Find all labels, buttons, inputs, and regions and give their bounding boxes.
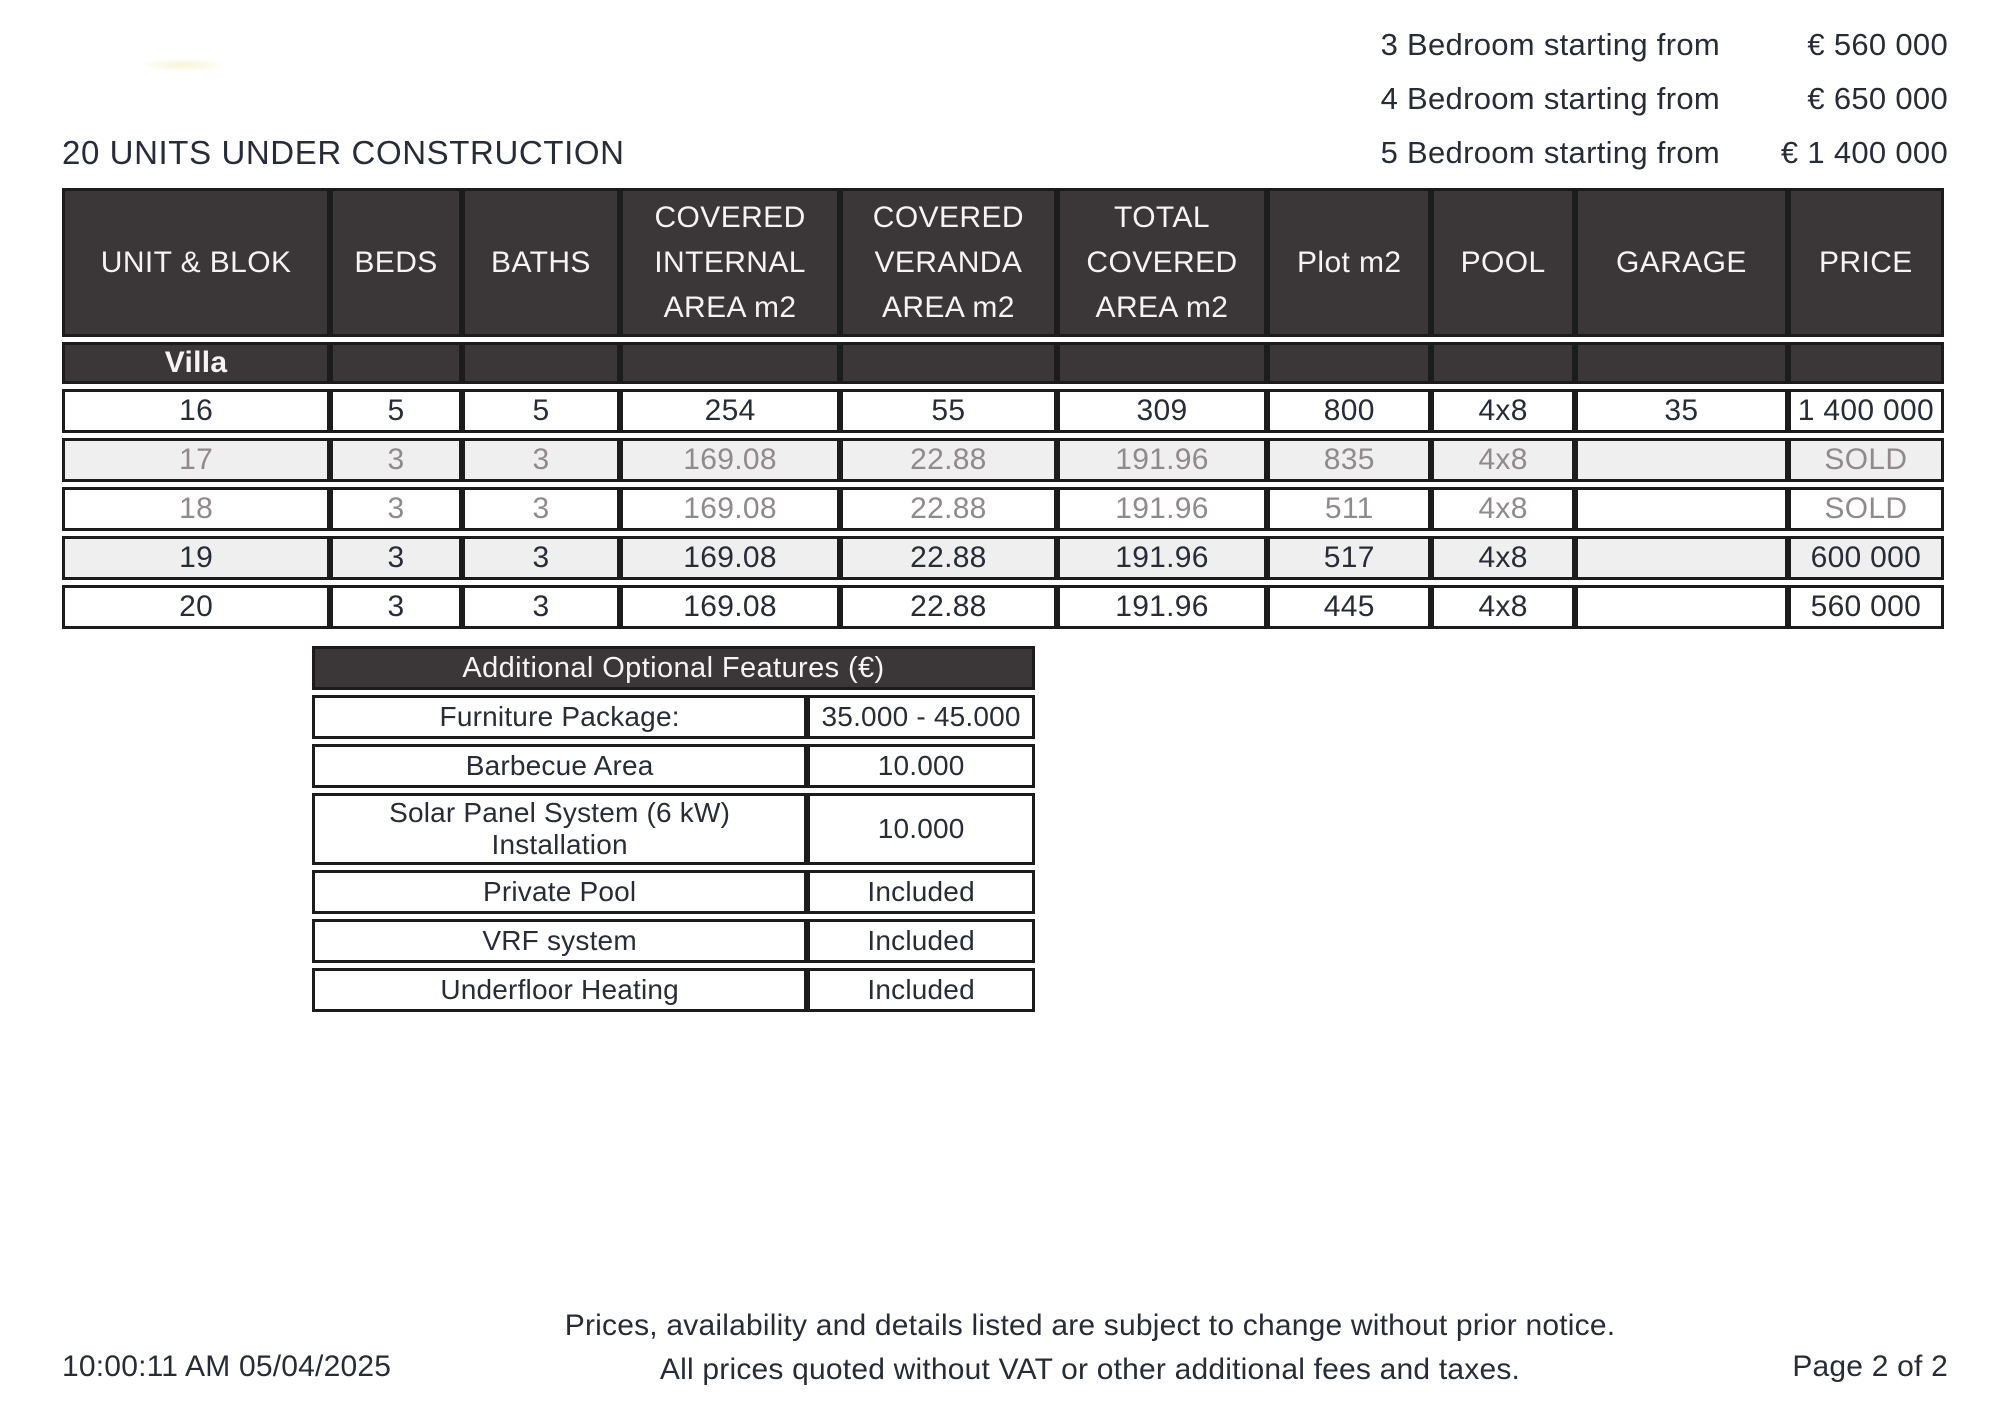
feature-value: 35.000 - 45.000 (807, 695, 1035, 739)
cell-plot: 517 (1267, 536, 1431, 580)
units-table (62, 183, 1944, 634)
cell-garage (1575, 438, 1788, 482)
cell-total-covered-area: 191.96 (1057, 585, 1268, 629)
cell-covered-internal-area: 169.08 (620, 487, 840, 531)
feature-value: 10.000 (807, 744, 1035, 788)
feature-label: Solar Panel System (6 kW) Installation (312, 793, 807, 865)
unit-row-16 (62, 389, 1944, 433)
feature-label: Underfloor Heating (312, 968, 807, 1012)
page-title: 20 UNITS UNDER CONSTRUCTION (62, 134, 625, 171)
section-cell-baths (462, 342, 620, 384)
cell-price: 560 000 (1788, 585, 1944, 629)
cell-covered-internal-area: 169.08 (620, 585, 840, 629)
cell-pool: 4x8 (1431, 487, 1575, 531)
cell-garage (1575, 585, 1788, 629)
col-header-unit-blok: UNIT & BLOK (62, 188, 330, 337)
cell-baths: 3 (462, 536, 620, 580)
features-header-row (312, 646, 1035, 690)
cell-pool: 4x8 (1431, 536, 1575, 580)
cell-beds: 3 (330, 536, 462, 580)
cell-baths: 3 (462, 438, 620, 482)
price-summary-value: € 560 000 (1807, 27, 1948, 62)
cell-garage: 35 (1575, 389, 1788, 433)
col-header-price: PRICE (1788, 188, 1944, 337)
cell-total-covered-area: 191.96 (1057, 536, 1268, 580)
cell-beds: 3 (330, 585, 462, 629)
unit-row-20 (62, 585, 1944, 629)
cell-total-covered-area: 309 (1057, 389, 1268, 433)
feature-row-4 (312, 919, 1035, 963)
feature-value: 10.000 (807, 793, 1035, 865)
cell-total-covered-area: 191.96 (1057, 438, 1268, 482)
cell-covered-internal-area: 169.08 (620, 536, 840, 580)
features-table-body (312, 695, 1035, 1012)
cell-garage (1575, 487, 1788, 531)
col-header-baths: BATHS (462, 188, 620, 337)
cell-covered-veranda-area: 55 (840, 389, 1056, 433)
feature-value: Included (807, 968, 1035, 1012)
section-cell-price (1788, 342, 1944, 384)
cell-baths: 3 (462, 585, 620, 629)
cell-price: SOLD (1788, 438, 1944, 482)
price-summary-value: € 650 000 (1807, 81, 1948, 116)
cell-beds: 5 (330, 389, 462, 433)
feature-label: Furniture Package: (312, 695, 807, 739)
notice-line-1: Prices, availability and details listed are subject to change without prior notice. (564, 1309, 1616, 1342)
cell-beds: 3 (330, 438, 462, 482)
feature-row-2 (312, 793, 1035, 865)
notice-line-2: All prices quoted without VAT or other additional fees and taxes. (659, 1353, 1521, 1386)
feature-value: Included (807, 870, 1035, 914)
cell-unit-blok: 17 (62, 438, 330, 482)
scan-smudge-mark (138, 58, 228, 72)
section-cell-pool (1431, 342, 1575, 384)
cell-pool: 4x8 (1431, 585, 1575, 629)
cell-plot: 835 (1267, 438, 1431, 482)
price-summary-label: 5 Bedroom starting from (1380, 135, 1720, 170)
cell-baths: 3 (462, 487, 620, 531)
col-header-plot: Plot m2 (1267, 188, 1431, 337)
price-summary-value: € 1 400 000 (1780, 135, 1948, 170)
units-table-head (62, 188, 1944, 337)
print-timestamp: 10:00:11 AM 05/04/2025 (62, 1350, 392, 1383)
price-summary-row-3br (1381, 18, 1948, 72)
section-row-villa (62, 342, 1944, 384)
footer-notice (180, 1304, 2000, 1392)
units-table-body (62, 342, 1944, 629)
cell-pool: 4x8 (1431, 438, 1575, 482)
feature-value: Included (807, 919, 1035, 963)
section-cell-total-covered-area (1057, 342, 1268, 384)
section-cell-covered-internal-area (620, 342, 840, 384)
cell-price: SOLD (1788, 487, 1944, 531)
cell-beds: 3 (330, 487, 462, 531)
cell-covered-internal-area: 169.08 (620, 438, 840, 482)
cell-price: 1 400 000 (1788, 389, 1944, 433)
col-header-pool: POOL (1431, 188, 1575, 337)
col-header-total-covered-area: TOTAL COVERED AREA m2 (1057, 188, 1268, 337)
section-label: Villa (62, 342, 330, 384)
feature-row-5 (312, 968, 1035, 1012)
page-number: Page 2 of 2 (1792, 1350, 1948, 1383)
cell-unit-blok: 20 (62, 585, 330, 629)
price-summary (1381, 18, 1948, 180)
price-summary-label: 3 Bedroom starting from (1380, 27, 1720, 62)
cell-covered-veranda-area: 22.88 (840, 536, 1056, 580)
cell-unit-blok: 18 (62, 487, 330, 531)
cell-covered-internal-area: 254 (620, 389, 840, 433)
features-table-head (312, 646, 1035, 690)
cell-baths: 5 (462, 389, 620, 433)
section-cell-beds (330, 342, 462, 384)
cell-covered-veranda-area: 22.88 (840, 438, 1056, 482)
cell-covered-veranda-area: 22.88 (840, 585, 1056, 629)
cell-plot: 445 (1267, 585, 1431, 629)
cell-garage (1575, 536, 1788, 580)
feature-label: VRF system (312, 919, 807, 963)
features-table (312, 641, 1035, 1017)
section-cell-garage (1575, 342, 1788, 384)
feature-label: Barbecue Area (312, 744, 807, 788)
feature-row-0 (312, 695, 1035, 739)
col-header-garage: GARAGE (1575, 188, 1788, 337)
price-summary-label: 4 Bedroom starting from (1380, 81, 1720, 116)
cell-covered-veranda-area: 22.88 (840, 487, 1056, 531)
feature-row-1 (312, 744, 1035, 788)
cell-pool: 4x8 (1431, 389, 1575, 433)
cell-total-covered-area: 191.96 (1057, 487, 1268, 531)
price-summary-row-4br (1381, 72, 1948, 126)
unit-row-18 (62, 487, 1944, 531)
cell-unit-blok: 16 (62, 389, 330, 433)
feature-label: Private Pool (312, 870, 807, 914)
price-summary-row-5br (1381, 126, 1948, 180)
section-cell-covered-veranda-area (840, 342, 1056, 384)
cell-unit-blok: 19 (62, 536, 330, 580)
section-cell-plot (1267, 342, 1431, 384)
cell-plot: 800 (1267, 389, 1431, 433)
units-header-row (62, 188, 1944, 337)
unit-row-17 (62, 438, 1944, 482)
col-header-beds: BEDS (330, 188, 462, 337)
unit-row-19 (62, 536, 1944, 580)
col-header-covered-veranda-area: COVERED VERANDA AREA m2 (840, 188, 1056, 337)
features-table-title: Additional Optional Features (€) (312, 646, 1035, 690)
col-header-covered-internal-area: COVERED INTERNAL AREA m2 (620, 188, 840, 337)
cell-price: 600 000 (1788, 536, 1944, 580)
cell-plot: 511 (1267, 487, 1431, 531)
feature-row-3 (312, 870, 1035, 914)
